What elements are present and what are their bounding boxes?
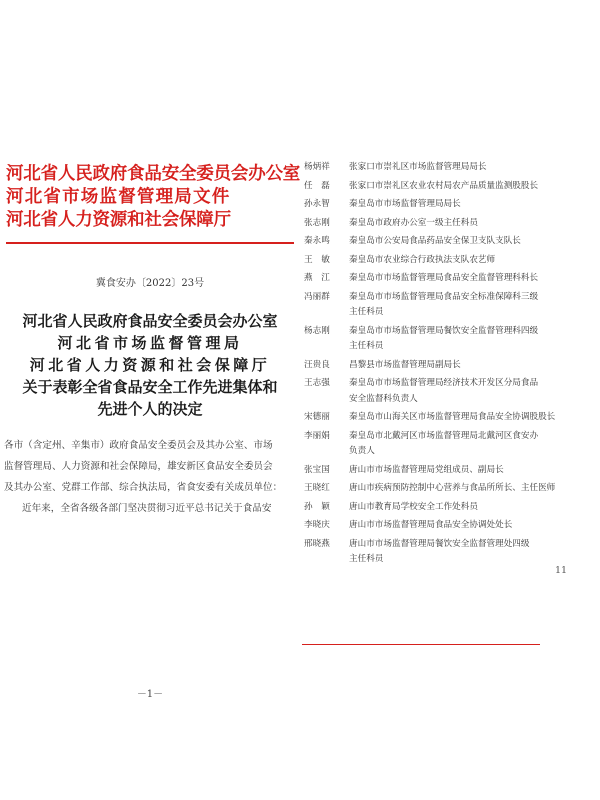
title-line-1: 河北省人民政府食品安全委员会办公室 xyxy=(22,312,278,330)
header-red-rule xyxy=(6,242,294,244)
honoree-title-line: 负责人 xyxy=(349,446,375,456)
document-number: 冀食安办〔2022〕23号 xyxy=(95,278,205,289)
honoree-name: 汪贵良 xyxy=(304,359,330,370)
honoree-title-line: 昌黎县市场监督管理局副局长 xyxy=(349,359,461,370)
honoree-title xyxy=(349,376,589,407)
honoree-title-line: 秦皇岛市政府办公室一级主任科员 xyxy=(349,217,478,228)
honoree-title xyxy=(349,160,589,176)
page-number-right: 11 xyxy=(555,565,568,576)
title-line-4: 关于表彰全省食品安全工作先进集体和 xyxy=(22,378,278,396)
honoree-title xyxy=(349,358,589,374)
honoree-title-line: 主任科员 xyxy=(349,554,384,564)
honoree-name: 王晓红 xyxy=(304,483,330,493)
honoree-title xyxy=(349,271,589,287)
honoree-title-line: 唐山市教育局学校安全工作处科员 xyxy=(349,501,478,512)
honoree-name: 燕 江 xyxy=(304,273,330,283)
honoree-title-line: 秦皇岛市山海关区市场监督管理局食品安全协调股股长 xyxy=(349,412,556,422)
honoree-title-line: 秦皇岛市市场监督管理局局长 xyxy=(349,199,461,209)
honoree-name: 秦永鸣 xyxy=(304,236,330,246)
page-number-left: －1－ xyxy=(136,689,164,700)
honoree-title-line: 唐山市市场监督管理局食品安全协调处处长 xyxy=(349,520,513,530)
honoree-name: 邢晓燕 xyxy=(304,538,330,549)
honoree-title-line: 唐山市市场监督管理局党组成员、副局长 xyxy=(349,464,504,475)
honoree-title-line: 主任科员 xyxy=(349,307,384,317)
honoree-title-line: 秦皇岛市市场监督管理局餐饮安全监督管理科四级 xyxy=(349,325,539,336)
title-line-5: 先进个人的决定 xyxy=(97,400,203,418)
honoree-title xyxy=(349,429,589,460)
honoree-name: 王志强 xyxy=(304,378,330,388)
honoree-name: 宋德丽 xyxy=(304,412,330,422)
honoree-title-line: 安全监督科负责人 xyxy=(349,393,418,404)
honoree-name: 李丽娟 xyxy=(304,430,330,441)
honoree-name: 任 磊 xyxy=(304,180,330,191)
honoree-title-line: 秦皇岛市市场监督管理局经济技术开发区分局食品 xyxy=(349,378,539,388)
body-line-2: 监督管理局、人力资源和社会保障局，雄安新区食品安全委员会 xyxy=(4,461,273,472)
honoree-name: 李晓庆 xyxy=(304,520,330,530)
honoree-title-line: 张家口市崇礼区农业农村局农产品质量监测股股长 xyxy=(349,180,539,191)
honoree-title xyxy=(349,481,589,497)
honoree-title xyxy=(349,234,589,250)
honoree-title xyxy=(349,410,589,426)
honoree-title-line: 唐山市市场监督管理局餐饮安全监督管理处四级 xyxy=(349,538,530,549)
honoree-name: 冯丽群 xyxy=(304,291,330,302)
honoree-title xyxy=(349,518,589,534)
honoree-title-line: 唐山市疾病预防控制中心营养与食品所所长、主任医师 xyxy=(349,483,556,493)
honoree-title-line: 主任科员 xyxy=(349,341,384,351)
honoree-title-line: 秦皇岛市市场监督管理局食品安全标准保障科三级 xyxy=(349,291,539,302)
title-line-2: 河北省市场监督管理局 xyxy=(57,334,243,352)
honoree-name: 王 敏 xyxy=(304,254,330,265)
honoree-title xyxy=(349,197,589,213)
honoree-title xyxy=(349,463,589,479)
honoree-title xyxy=(349,500,589,516)
honoree-title xyxy=(349,324,589,355)
honoree-title xyxy=(349,179,589,195)
honoree-title-line: 秦皇岛市公安局食品药品安全保卫支队支队长 xyxy=(349,236,521,246)
highlight-underline xyxy=(302,644,540,645)
document-body xyxy=(4,435,296,519)
honoree-name: 孙永智 xyxy=(304,199,330,209)
honoree-title-line: 秦皇岛市农业综合行政执法支队农艺师 xyxy=(349,254,496,265)
honoree-name: 张宝国 xyxy=(304,464,330,475)
honoree-title xyxy=(349,216,589,232)
agency-name-1: 河北省人民政府食品安全委员会办公室 xyxy=(6,164,301,184)
honoree-title-line: 张家口市崇礼区市场监督管理局局长 xyxy=(349,162,487,172)
body-line-3: 及其办公室、党群工作部、综合执法局，省食安委有关成员单位： xyxy=(4,482,283,493)
honoree-title xyxy=(349,537,589,568)
right-page xyxy=(302,160,598,580)
body-line-1: 各市（含定州、辛集市）政府食品安全委员会及其办公室、市场 xyxy=(4,440,273,451)
honoree-name: 孙 颖 xyxy=(304,501,330,512)
honoree-title xyxy=(349,253,589,269)
title-line-3: 河北省人力资源和社会保障厅 xyxy=(29,356,271,374)
honoree-title-line: 秦皇岛市市场监督管理局食品安全监督管理科科长 xyxy=(349,273,539,283)
honoree-name: 张志刚 xyxy=(304,217,330,228)
document-title xyxy=(0,310,300,420)
honoree-title-line: 秦皇岛市北戴河区市场监督管理局北戴河区食安办 xyxy=(349,430,539,441)
agency-name-3: 河北省人力资源和社会保障厅 xyxy=(6,210,231,230)
honoree-name: 杨志刚 xyxy=(304,325,330,336)
body-line-4: 近年来，全省各级各部门坚决贯彻习近平总书记关于食品安 xyxy=(22,503,272,514)
honoree-name: 杨炳祥 xyxy=(304,162,330,172)
left-page xyxy=(0,150,301,700)
agency-name-2: 河北省市场监督管理局文件 xyxy=(6,187,231,207)
honoree-title xyxy=(349,290,589,321)
